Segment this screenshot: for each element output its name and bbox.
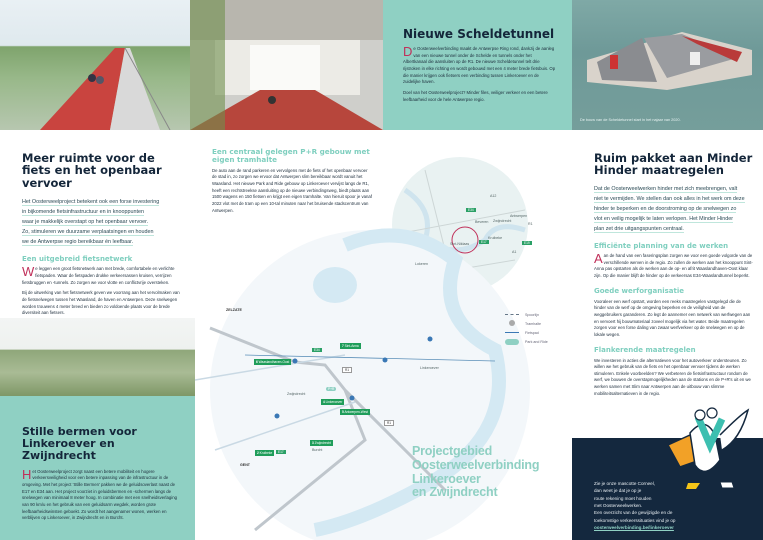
inset-label: Kruibeke	[488, 236, 503, 240]
scheldetunnel-goal: Doel van het Oosterweelproject? Minder files, veiliger verkeer en een betere leefbaarheid voor de hele Antwerpse regio.	[403, 89, 548, 102]
fiets-title: Meer ruimte voor de fiets en het openbaar vervoer	[22, 151, 162, 190]
road-r1-south: R1	[384, 420, 394, 426]
pr-text: De auto aan de rand parkeren en vervolgens met de fiets of het openbaar vervoer de stad in, zo zorgen we ervoor dat Antwerpen slim bereikbaar wordt vanuit het Waasland. Het nieuwe Park and Ride gebouw op Linkeroever vervijst langs de R1, heeft een rechtstreekse aansluiting op de nieuwe verbindingsweg, biedt plaats aan 1500 wagens en 150 fietsen en krijgt een eigen tramhalte. Van hieruit spoor je vanaf 2022 vlot met de tram op een 10-tal minuten naar het bruisende stadscentrum van Antwerpen.	[212, 167, 372, 213]
inset-road: E34	[468, 208, 474, 212]
mascot-corneel-icon	[660, 405, 755, 495]
scheldetunnel-text: e Oosterweelverbinding maakt de Antwerpse Ring rond, dankzij de aanleg van een nieuwe tunnel onder de Schelde en tunnels onder het Albertkanaal die aansluiten op de R1. De nieuwe Scheldetunnel telt drie rijstroken in elke richting en wordt gebouwd met een 4 meter brede fietsbuis. Op die manier krijgen ook fietsers een verbinding tussen Linkeroever en de zuidelijke haven.	[403, 45, 556, 85]
scheldetunnel-panel	[383, 0, 572, 130]
website-link[interactable]: oosterweelverbinding.be/linkeroever	[594, 525, 674, 531]
fiets-lead	[22, 197, 182, 247]
inset-road: E17	[481, 240, 487, 244]
lead-line: waar je makkelijk overstapt op het openbaar vervoer.	[22, 219, 149, 226]
inset-label: Beveren	[475, 220, 489, 224]
hinder-sub-3: Flankerende maatregelen	[594, 346, 696, 355]
inset-label: Antwerpen	[510, 214, 528, 218]
drop-cap: D	[403, 43, 413, 59]
fiets-text-2: Bij de uitwerking van het fietsnetwerk geven we voorrang aan het vervolmaken van de fietsnelwegen tussen het Waasland, de haven en Antwerpen. Deze snelwegen worden trouwens 4 meter breed en bieden zo voldoende plaats voor de brede diversiteit aan fietsers.	[22, 290, 180, 316]
hinder-text-1: an de hand van een faseringsplan zorgen we voor een goede volgorde van de verschillende werven in de regio. Zo zullen de werken aan het knooppunt Sint-Anna pas opstarten als de werken aan de op- en afrit Waaslandhaven-Oost klaar zijn. Op die manier blijft de hinder op de verkeersas E34-Waaslandtunnel beperkt.	[594, 252, 753, 278]
fiets-subtitle: Een uitgebreid fietsnetwerk	[22, 255, 133, 264]
exit-sign[interactable]: 5 Antwerpen-West	[342, 410, 369, 414]
tunnel-caption: De bouw van de Scheldetunnel start in het najaar van 2020.	[580, 118, 681, 122]
exit-sign[interactable]: 2 Kruibeke	[257, 451, 273, 455]
drop-cap: A	[594, 250, 603, 266]
place-zelzate: ZELZATE	[226, 308, 242, 312]
pr-badge: P+R	[328, 387, 335, 391]
inset-road: E19	[524, 241, 530, 245]
inset-road: A1	[512, 250, 517, 254]
exit-sign[interactable]: 7 Sint-Anna	[342, 344, 359, 348]
road-e34: E34	[314, 348, 320, 352]
inset-label: Sint-Niklaas	[450, 242, 470, 246]
road-e17: E17	[278, 450, 284, 454]
tunnel-render-photo	[572, 0, 763, 130]
lead-line: we de Antwerpse regio bereikbaar én leefbaar.	[22, 239, 134, 246]
scheldetunnel-title: Nieuwe Scheldetunnel	[403, 27, 555, 41]
hinder-title: Ruim pakket aan Minder Hinder maatregelen	[594, 151, 753, 178]
inset-road: A12	[490, 194, 497, 198]
bermen-panel	[0, 396, 195, 540]
exit-sign[interactable]: 4 Linkeroever	[323, 400, 343, 404]
place-burcht: Burcht	[312, 448, 323, 452]
drop-cap: H	[22, 466, 32, 482]
noise-berm-photo	[0, 318, 195, 396]
place-gent: GENT	[240, 463, 250, 467]
hinder-sub-2: Goede werforganisatie	[594, 287, 684, 296]
legend-pr: Park and Ride	[505, 337, 548, 346]
hinder-lead: Dat de Oosterweelwerken hinder met zich meebrengen, valt niet te vermijden. We stellen dan ook alles in het werk om deze hinder te beperken en de doorstroming op de snelwegen zo vlot en veilig mogelijk te laten verlopen. Het Minder Hinder plan zet drie uitgangspunten centraal.	[594, 185, 745, 232]
hinder-section	[594, 152, 754, 401]
map-legend	[505, 310, 548, 346]
pr-title: Een centraal gelegen P+R gebouw met eigen tramhalte	[212, 147, 370, 165]
exit-sign[interactable]: 6 Waaslandhaven-Oost	[256, 360, 290, 364]
hinder-sub-1: Efficiënte planning van de werken	[594, 241, 729, 250]
legend-bike: Fietspad	[505, 328, 548, 337]
road-r1: R1	[342, 367, 352, 373]
bermen-text: et Oosterweelproject zorgt naast een betere mobiliteit en hogere verkeersveiligheid voor een betere inpassing van de infrastructuur in de omgeving. Met het project 'Stille Bermen' pakken we de geluidsoverlast naast de E17 en E34 aan. Het project voorziet in geluidsbermen en -schermen langs de snelwegen van minimaal 8 meter hoog. In combinatie met een snelheidsverlaging van 90 km/u en het gebruik van een geluidsarm wegdek, worden grote leefbaarheidswinsten geboekt. Zo wordt het aangenamer wonen, werken en verblijven op Linkeroever, in Zwijndrecht en in Burcht.	[22, 468, 178, 521]
fiets-text: e leggen een groot fietsnetwerk aan met brede, comfortabele en verlichte fietspaden. Waar de fietspaden drukke verkeersassen kruisen, verrijzen fietsbruggen en -tunnels. Zo zorgen we voor vlotte en conflictvrije oversteken.	[22, 266, 175, 285]
lead-line: Zo, stimuleren we duurzame verplaatsingen en houden	[22, 229, 154, 236]
drop-cap: W	[22, 264, 35, 280]
inset-label: Lokeren	[415, 262, 428, 266]
fiets-section	[22, 152, 182, 321]
mascot-text: Zie je onze mascotte Corneel, dan weet je dat je op je route rekening moet houden met Oosterweelwerken. Een overzicht van de gewijzigde en de toekomstige verkeerssituaties vind je op oosterweelverbinding.be/linkeroever	[594, 480, 763, 531]
bermen-title: Stille bermen voor Linkeroever en Zwijndrecht	[22, 425, 137, 462]
bike-path-photo	[0, 0, 190, 130]
legend-tram: Tramhalte	[505, 319, 548, 328]
hinder-text-2: Vooraleer een werf opstart, worden een reeks maatregelen vastgelegd die de hinder van de werf op de omgeving beperken en de veiligheid van de weggebruikers garanderen. Zo legt de aannemer een netwerk van werfwegen aan en vervoert hij bouwmateriaal zoveel mogelijk via het water. Beide maatregelen zorgen voor een forse daling van zwaar werfverkeer op de snelwegen en op de lokale wegen.	[594, 298, 751, 337]
pr-building-photo	[190, 0, 383, 130]
lead-line: Het Oosterweelproject betekent ook een forse investering	[22, 199, 160, 206]
hinder-text-3: We investeren in acties die alternatieven voor het autoverkeer ondersteunen. Zo willen we het gebruik van de fiets en het openbaar vervoer tijdens de werken stimuleren. Enkele voorbeelden? We verbeteren de fietsinfrastructuur rondom de werf, we bouwen de overstapmogelijkheden aan de stations en de P+R's uit en we werken samen met Slim naar Antwerpen aan de uitbouw van slimme mobiliteitsalternatieven in de regio.	[594, 357, 751, 396]
map-title: Projectgebied Oosterweelverbinding Linkeroever en Zwijndrecht	[412, 444, 540, 500]
exit-sign[interactable]: 3 Zwijndrecht	[312, 441, 331, 445]
place-zwijndrecht: Zwijndrecht	[287, 392, 306, 396]
inset-label: Zwijndrecht	[493, 219, 512, 223]
legend-rail: Spoorlijn	[505, 310, 548, 319]
inset-road: R1	[528, 222, 533, 226]
lead-line: in bijkomende fietsinfrastructuur en in knooppunten	[22, 209, 144, 216]
place-linkeroever: Linkeroever	[420, 366, 439, 370]
